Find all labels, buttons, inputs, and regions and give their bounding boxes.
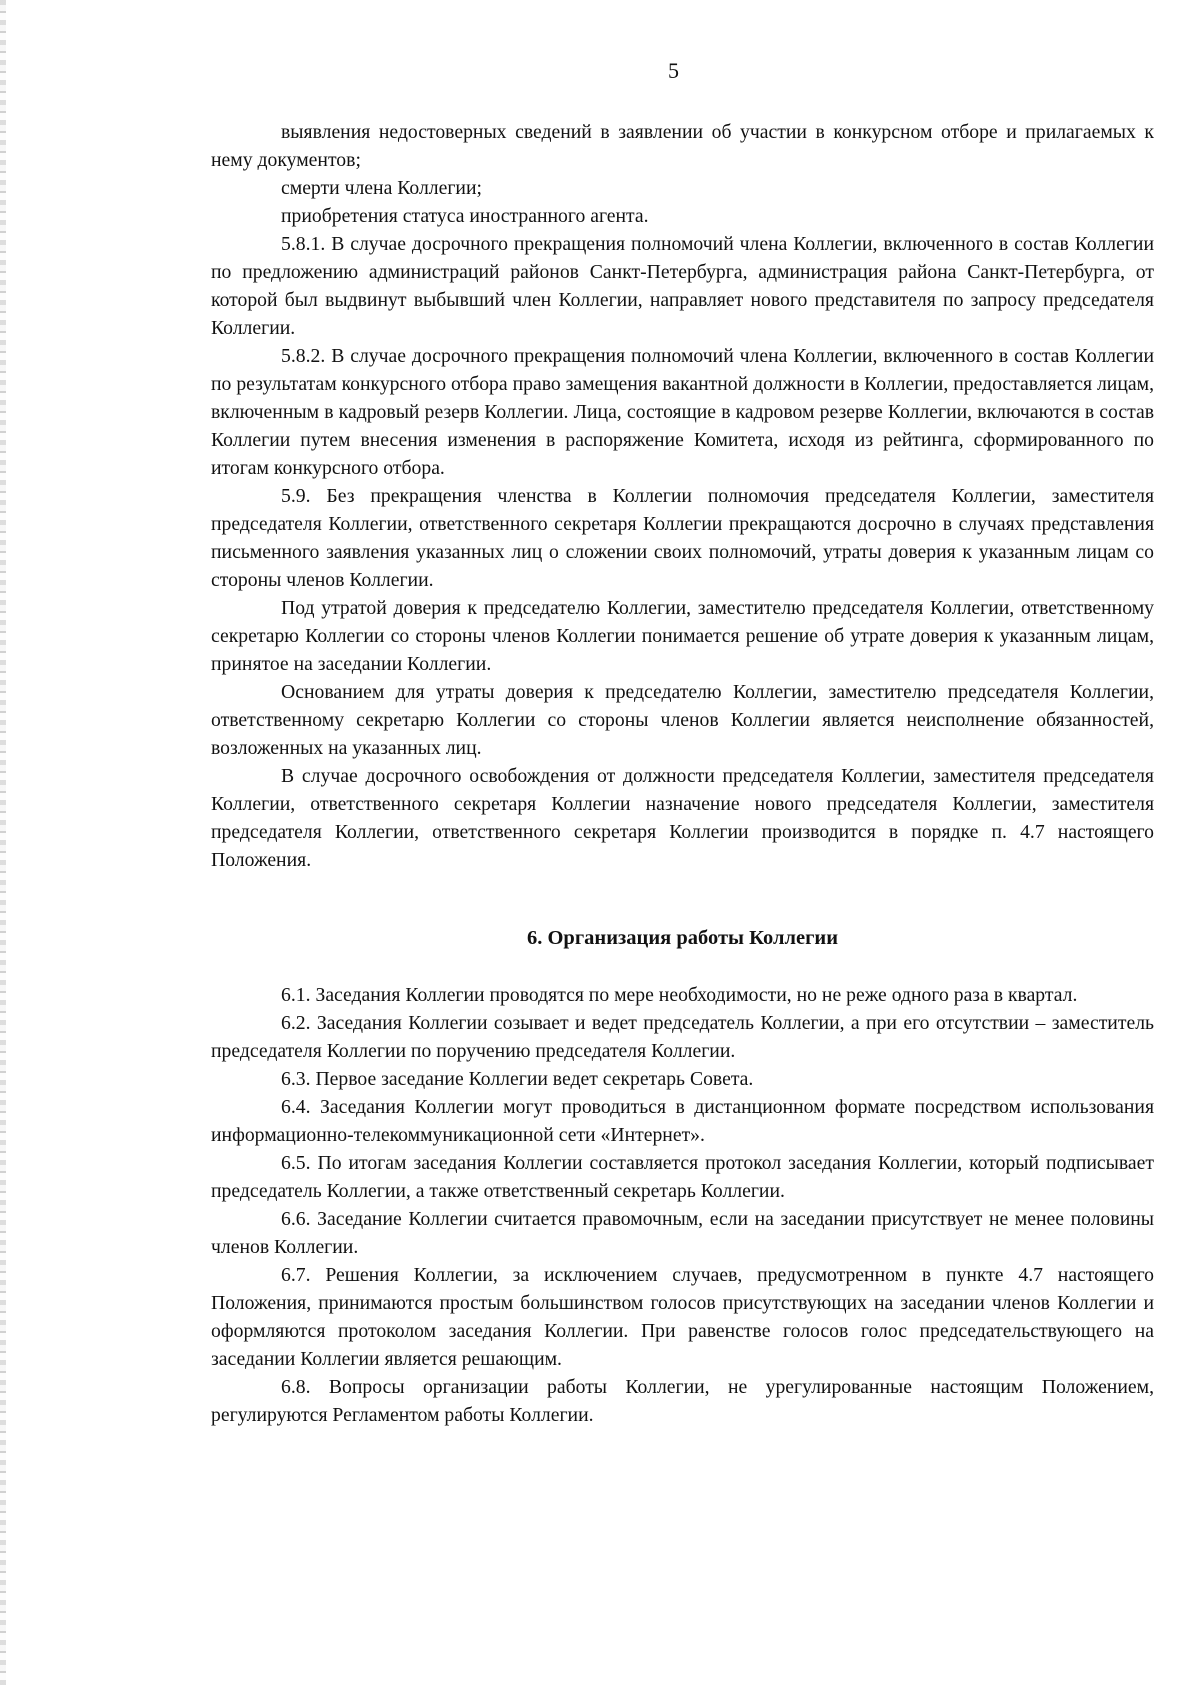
paragraph: Основанием для утраты доверия к председателю Коллегии, заместителю председателя Коллегии, ответственному секретарю Коллегии со стороны членов Коллегии является неисполнение обязанностей, возложенных на указанных лиц. (211, 681, 1154, 759)
paragraph: Под утратой доверия к председателю Коллегии, заместителю председателя Коллегии, ответственному секретарю Коллегии со стороны членов Коллегии понимается решение об утрате доверия к указанным лицам, принятое на заседании Коллегии. (211, 597, 1154, 675)
paragraph: 6.8. Вопросы организации работы Коллегии, не урегулированные настоящим Положением, регулируются Регламентом работы Коллегии. (211, 1376, 1154, 1426)
paragraph: 6.2. Заседания Коллегии созывает и ведет председатель Коллегии, а при его отсутствии – заместитель председателя Коллегии по поручению председателя Коллегии. (211, 1012, 1154, 1062)
paragraph: 6.5. По итогам заседания Коллегии составляется протокол заседания Коллегии, который подписывает председатель Коллегии, а также ответственный секретарь Коллегии. (211, 1152, 1154, 1202)
paragraph: выявления недостоверных сведений в заявлении об участии в конкурсном отборе и прилагаемых к нему документов; (211, 121, 1154, 171)
paragraph: 6.7. Решения Коллегии, за исключением случаев, предусмотренном в пункте 4.7 настоящего Положения, принимаются простым большинством голосов присутствующих на заседании членов Коллегии и оформляются протоколом заседания Коллегии. При равенстве голосов голос председательствующего на заседании Коллегии является решающим. (211, 1264, 1154, 1370)
paragraph: 6.1. Заседания Коллегии проводятся по мере необходимости, но не реже одного раза в квартал. (281, 984, 1078, 1006)
page-number: 5 (668, 58, 679, 83)
scan-edge (0, 0, 6, 1685)
section-heading: 6. Организация работы Коллегии (526, 927, 839, 949)
paragraph: смерти члена Коллегии; (281, 177, 482, 199)
paragraph: 6.3. Первое заседание Коллегии ведет секретарь Совета. (281, 1068, 754, 1090)
document-body-after (211, 981, 1154, 1429)
paragraph: 6.6. Заседание Коллегии считается правомочным, если на заседании присутствует не менее половины членов Коллегии. (211, 1208, 1154, 1258)
paragraph: 5.8.2. В случае досрочного прекращения полномочий члена Коллегии, включенного в состав Коллегии по результатам конкурсного отбора право замещения вакантной должности в Коллегии, предоставляется лицам, включенным в кадровый резерв Коллегии. Лица, состоящие в кадровом резерве Коллегии, включаются в состав Коллегии путем внесения изменения в распоряжение Комитета, исходя из рейтинга, сформированного по итогам конкурсного отбора. (211, 345, 1154, 479)
paragraph: 5.8.1. В случае досрочного прекращения полномочий члена Коллегии, включенного в состав Коллегии по предложению администраций районов Санкт-Петербурга, администрация района Санкт-Петербурга, от которой был выдвинут выбывший член Коллегии, направляет нового представителя по запросу председателя Коллегии. (211, 233, 1154, 339)
document-body-before (211, 118, 1154, 874)
paragraph: 5.9. Без прекращения членства в Коллегии полномочия председателя Коллегии, заместителя председателя Коллегии, ответственного секретаря Коллегии прекращаются досрочно в случаях представления письменного заявления указанных лиц о сложении своих полномочий, утраты доверия к указанным лицам со стороны членов Коллегии. (211, 485, 1154, 591)
paragraph: приобретения статуса иностранного агента. (281, 205, 649, 227)
paragraph: В случае досрочного освобождения от должности председателя Коллегии, заместителя председателя Коллегии, ответственного секретаря Коллегии назначение нового председателя Коллегии, заместителя председателя Коллегии, ответственного секретаря Коллегии производится в порядке п. 4.7 настоящего Положения. (211, 765, 1154, 871)
paragraph: 6.4. Заседания Коллегии могут проводиться в дистанционном формате посредством использования информационно-телекоммуникационной сети «Интернет». (211, 1096, 1154, 1146)
